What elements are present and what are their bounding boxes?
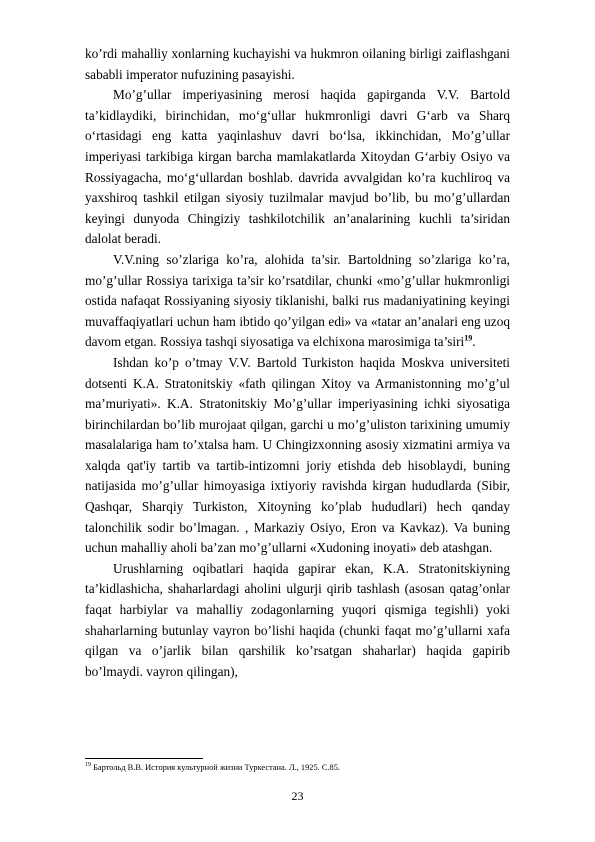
paragraph-2: Mo’g’ullar imperiyasining merosi haqida gapirganda V.V. Bartold ta’kidlaydiki, birinchidan, mo‘g‘ullar hukmronligi davri G‘arb va Sharq o‘rtasidagi eng katta yaqinlashuv davri bo‘lsa, ikkinchidan, Mo’g’ullar imperiyasi tarkibiga kirgan barcha mamlakatlarda Xitoydan G‘arbiy Osiyo va Rossiyagacha, mo‘g‘ullardan boshlab. davrida avvalgidan ko’ra kuchliroq va yaxshiroq tashkil etilgan siyosiy tuzilmalar mavjud bo’lib, bu mo’g’ullardan keyingi dunyoda Chingiziy tashkilotchilik an’analarining kuchli ta’siridan dalolat beradi. xyxy=(85,87,510,247)
paragraph-5: Urushlarning oqibatlari haqida gapirar ekan, K.A. Stratonitskiyning ta’kidlashicha, shaharlardagi aholini ulgurji qirib tashlash (asosan qatag’onlar faqat harbiylar va mahalliy zodagonlarning yuqori qismiga tegishli) yoki shaharlarning butunlay vayron bo’lishi haqida (chunki faqat mo’g’ullarni xafa qilgan va o’jarlik bilan qarshilik ko’rsatgan shaharlar) haqida gapirib bo’lmaydi. vayron qilingan), xyxy=(85,560,510,679)
footnote xyxy=(85,762,510,773)
page-number: 23 xyxy=(291,789,304,803)
footnote-reference[interactable]: 19 xyxy=(464,333,473,343)
footnote-text: Бартольд В.В. История культурной жизни Туркестана. Л., 1925. С.85. xyxy=(91,763,340,772)
paragraph-4: Ishdan ko’p o’tmay V.V. Bartold Turkiston haqida Moskva universiteti dotsenti K.A. Stratonitskiy «fath qilingan Xitoy va Armanistonning mo’g’ul ma’muriyati». K.A. Stratonitskiy Mo’g’ullar imperiyasining ichki siyosatiga birinchilardan bo’lib murojaat qilgan, garchi u mo’g’uliston tarixining umumiy masalalariga ham to’xtalsa ham. U Chingizxonning asosiy xizmatini armiya va xalqda qat'iy tartib va tartib-intizomni joriy etishda deb hisoblaydi, buning natijasida mo’g’ullar himoyasiga ixtiyoriy ravishda kirgan hududlarda (Sibir, Qashqar, Sharqiy Turkiston, Xitoyning ko’plab hududlari) hech qanday talonchilik sodir bo’lmagan. , Markaziy Osiyo, Eron va Kavkaz). Va buning uchun mahalliy aholi ba’zan mo’g’ullarni «Xudoning inoyati» deb atashgan. xyxy=(85,354,510,556)
paragraph-3 xyxy=(85,250,510,353)
footnote-number: 19 xyxy=(85,762,91,769)
paragraph-1: ko’rdi mahalliy xonlarning kuchayishi va hukmron oilaning birligi zaiflashgani sababli imperator nufuzining pasayishi. xyxy=(85,46,510,82)
footnote-divider xyxy=(85,758,203,759)
paragraph-3-text: V.V.ning so’zlariga ko’ra, alohida ta’sir. Bartoldning so’zlariga ko’ra, mo’g’ullar Rossiya tarixiga ta’sir ko’rsatdilar, chunki «mo’g’ullar hukmronligi ostida nafaqat Rossiyaning siyosiy tiklanishi, balki rus madaniyatining keyingi muvaffaqiyatlari uchun ham ibtido qo’yilgan edi» va «tatar an’analari eng uzoq davom etgan. Rossiya tashqi siyosatiga va elchixona marosimiga ta’siri xyxy=(85,251,510,350)
paragraph-3-end: . xyxy=(472,334,476,350)
body-text xyxy=(85,44,510,682)
